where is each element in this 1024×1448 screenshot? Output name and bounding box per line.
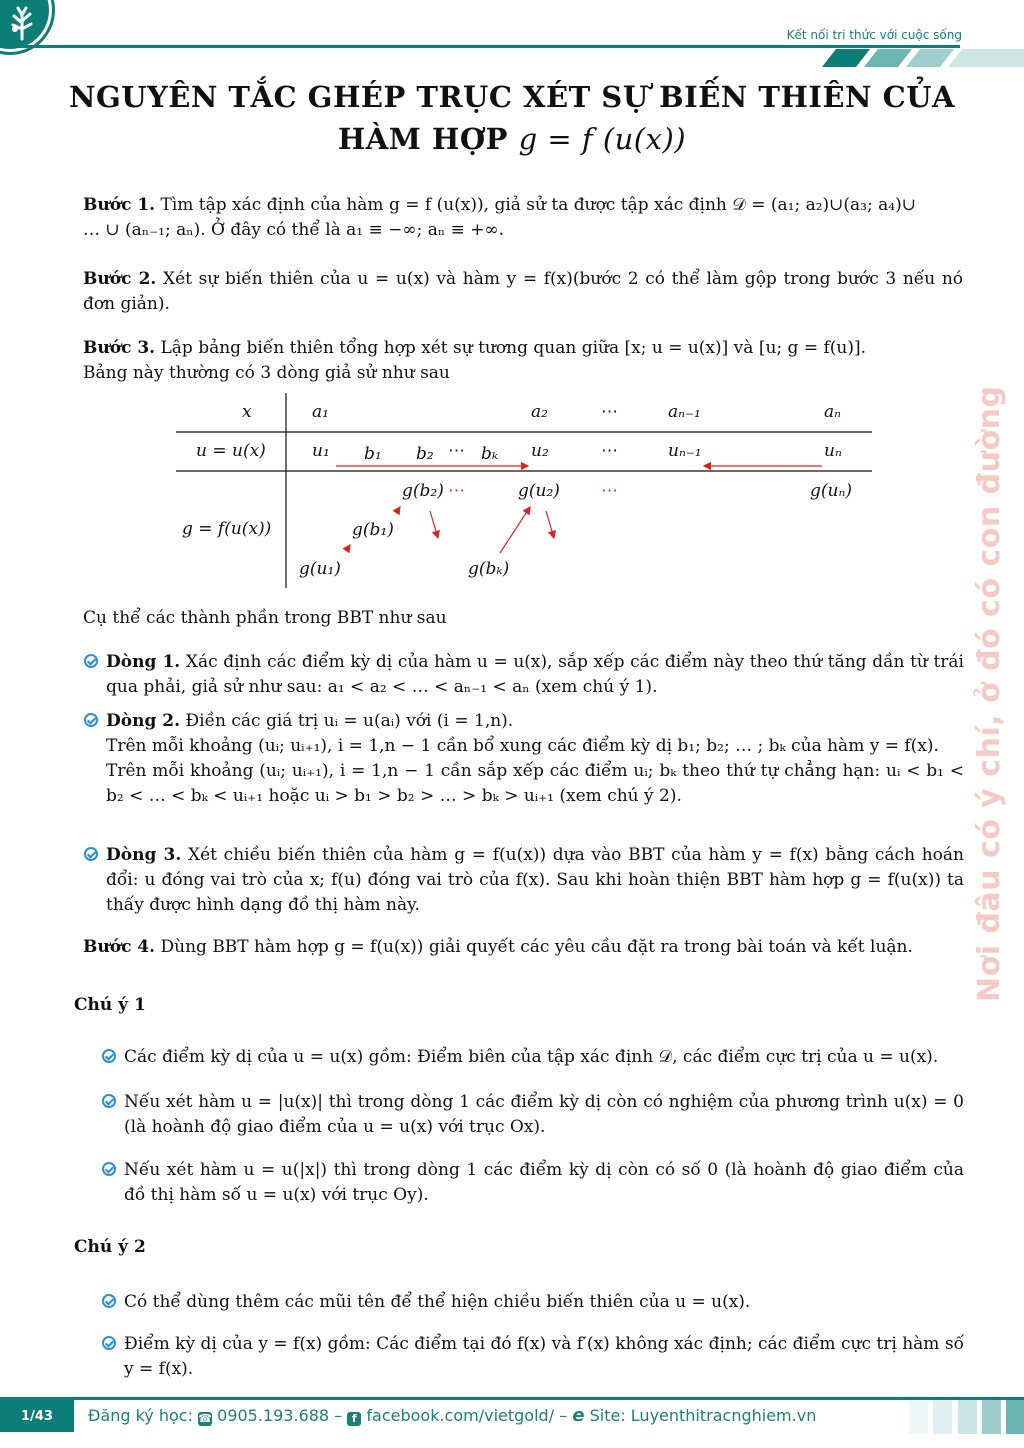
plant-emblem-icon (5, 5, 39, 41)
cell-dots: ⋯ (448, 441, 465, 461)
arrow-g-up-2 (396, 507, 400, 513)
note-2-item (124, 1290, 964, 1315)
browser-e-icon: e (572, 1405, 585, 1426)
step-3-label: Bước 3. (83, 338, 156, 358)
facebook-icon: f (347, 1412, 361, 1426)
note-2-item-text: Điểm kỳ dị của y = f(x) gồm: Các điểm tại đó f(x) và f′(x) không xác định; các điểm cực trị hàm số y = f(x). (124, 1334, 964, 1379)
note-2-heading: Chú ý 2 (74, 1237, 146, 1257)
row-label-x: x (242, 402, 252, 422)
note-1-item (124, 1158, 964, 1208)
note-1-item-text: Nếu xét hàm u = u(|x|) thì trong dòng 1 các điểm kỳ dị còn có số 0 (là hoành độ giao điểm của đồ thị hàm số u = u(x) với trục Oy). (124, 1160, 964, 1205)
check-circle-icon (84, 713, 98, 727)
header-stripes-decoration (812, 49, 1024, 67)
cell-g-b1: g(b₁) (352, 520, 394, 540)
header-tagline: Kết nối tri thức với cuộc sống (786, 28, 962, 42)
register-label: Đăng ký học: (88, 1406, 193, 1425)
cell-a1: a₁ (312, 402, 329, 422)
cell-dots: ⋯ (601, 402, 618, 422)
cell-dots: ⋯ (601, 441, 618, 461)
cell-an: aₙ (824, 402, 842, 422)
cell-un: uₙ (824, 441, 842, 461)
cell-dots-red: ⋯ (448, 481, 465, 501)
row-explain-3-text: Xét chiều biến thiên của hàm g = f(u(x)) dựa vào BBT của hàm y = f(x) bằng cách hoán đổi: u đóng vai trò của x; f(u) đóng vai trò của f(x). Sau khi hoàn thiện BBT hàm hợp g = f(u(x)) ta thấy được hình dạng đồ thị hàm này. (106, 845, 964, 915)
check-circle-icon (102, 1049, 116, 1063)
page-title-line2 (0, 122, 1024, 156)
separator: – (559, 1406, 568, 1425)
step-2 (83, 267, 963, 317)
cell-u2: u₂ (531, 441, 549, 461)
step-1-label: Bước 1. (83, 195, 156, 215)
arrow-g-down-1 (430, 511, 438, 538)
row-explain-3 (106, 843, 964, 918)
row-explain-2-text3: Trên mỗi khoảng (uᵢ; uᵢ₊₁), i = 1,n − 1 cần sắp xếp các điểm uᵢ; bₖ theo thứ tự chẳng hạn: uᵢ < b₁ < b₂ < … < bₖ < uᵢ₊₁ hoặc uᵢ > b₁ > b₂ > … > bₖ > uᵢ₊₁ (xem chú ý 2). (106, 761, 964, 806)
cell-g-u2: g(u₂) (518, 481, 560, 501)
phone-number[interactable]: 0905.193.688 (217, 1406, 330, 1425)
cell-dots-red: ⋯ (601, 481, 618, 501)
check-circle-icon (102, 1336, 116, 1350)
facebook-link[interactable]: facebook.com/vietgold/ (366, 1406, 555, 1425)
step-4 (83, 935, 963, 960)
footer-contact (88, 1405, 816, 1426)
check-circle-icon (102, 1094, 116, 1108)
row-explain-2 (106, 709, 964, 809)
row-explain-1 (106, 650, 964, 700)
note-1-item (124, 1090, 964, 1140)
row-explain-3-label: Dòng 3. (106, 845, 182, 865)
check-circle-icon (84, 847, 98, 861)
row-explain-1-label: Dòng 1. (106, 652, 181, 672)
variation-table (176, 393, 872, 588)
row-explain-2-text2: Trên mỗi khoảng (uᵢ; uᵢ₊₁), i = 1,n − 1 cần bổ xung các điểm kỳ dị b₁; b₂; … ; bₖ của hàm y = f(x). (106, 736, 939, 756)
footer-rule (0, 1397, 1024, 1400)
step-4-label: Bước 4. (83, 937, 156, 957)
check-circle-icon (84, 654, 98, 668)
title-math: g = f (u(x)) (518, 122, 687, 156)
row-explain-2-label: Dòng 2. (106, 711, 180, 731)
cell-g-bk: g(bₖ) (468, 559, 510, 579)
row-explain-1-text: Xác định các điểm kỳ dị của hàm u = u(x), sắp xếp các điểm này theo thứ tăng dần từ trái qua phải, giả sử như sau: a₁ < a₂ < … < aₙ₋₁ < aₙ (xem chú ý 1). (106, 652, 964, 697)
cell-g-un: g(uₙ) (810, 481, 852, 501)
components-intro: Cụ thể các thành phần trong BBT như sau (83, 608, 447, 628)
note-2-item (124, 1332, 964, 1382)
cell-g-u1: g(u₁) (299, 559, 341, 579)
note-1-item-text: Các điểm kỳ dị của u = u(x) gồm: Điểm biên của tập xác định 𝒟, các điểm cực trị của u = u(x). (124, 1047, 939, 1067)
step-1-text-l2: … ∪ (aₙ₋₁; aₙ). Ở đây có thể là a₁ ≡ −∞; aₙ ≡ +∞. (83, 220, 505, 240)
step-3 (83, 336, 963, 386)
check-circle-icon (102, 1294, 116, 1308)
note-1-item-text: Nếu xét hàm u = |u(x)| thì trong dòng 1 các điểm kỳ dị còn có nghiệm của phương trình u(x) = 0 (là hoành độ giao điểm của u = u(x) với trục Ox). (124, 1092, 964, 1137)
step-1-text-l1: Tìm tập xác định của hàm g = f (u(x)), giả sử ta được tập xác định 𝒟 = (a₁; a₂)∪(a₃; a₄)∪ (160, 195, 916, 215)
cell-b1: b₁ (364, 444, 382, 464)
note-1-item (124, 1045, 964, 1070)
cell-a2: a₂ (531, 402, 548, 422)
note-2-item-text: Có thể dùng thêm các mũi tên để thể hiện chiều biến thiên của u = u(x). (124, 1292, 751, 1312)
title-text: HÀM HỢP (337, 122, 508, 156)
page-title-line1: NGUYÊN TẮC GHÉP TRỤC XÉT SỰ BIẾN THIÊN CỦA (68, 80, 956, 114)
arrow-g-down-2 (546, 511, 554, 538)
cell-b2: b₂ (416, 444, 434, 464)
cell-bk: bₖ (481, 444, 499, 464)
cell-un-1: uₙ₋₁ (668, 441, 702, 461)
site-link[interactable]: Site: Luyenthitracnghiem.vn (589, 1406, 817, 1425)
cell-an-1: aₙ₋₁ (668, 402, 701, 422)
check-circle-icon (102, 1162, 116, 1176)
step-3-text-l2: Bảng này thường có 3 dòng giả sử như sau (83, 363, 450, 383)
phone-icon: ☎ (198, 1412, 212, 1425)
step-1 (83, 193, 963, 243)
row-label-g: g = f(u(x)) (182, 519, 272, 539)
arrow-g-up-1 (346, 545, 350, 551)
row-label-u: u = u(x) (196, 441, 266, 461)
step-4-text: Dùng BBT hàm hợp g = f(u(x)) giải quyết các yêu cầu đặt ra trong bài toán và kết luận. (160, 937, 913, 957)
arrow-g-up-3 (500, 507, 530, 553)
row-explain-2-text: Điền các giá trị uᵢ = u(aᵢ) với (i = 1,n). (185, 711, 514, 731)
step-3-text-l1: Lập bảng biến thiên tổng hợp xét sự tương quan giữa [x; u = u(x)] và [u; g = f(u)]. (160, 338, 867, 358)
cell-u1: u₁ (312, 441, 330, 461)
header-rule (0, 45, 960, 48)
separator: – (334, 1406, 343, 1425)
cell-g-b2: g(b₂) (402, 481, 444, 501)
page-number: 1/43 (0, 1400, 74, 1432)
step-2-label: Bước 2. (83, 269, 157, 289)
step-2-text: Xét sự biến thiên của u = u(x) và hàm y = f(x)(bước 2 có thể làm gộp trong bước 3 nếu nó đơn giản). (83, 269, 963, 314)
note-1-heading: Chú ý 1 (74, 995, 146, 1015)
watermark-motto: Nơi đâu có ý chí, ở đó có con đường (972, 385, 1007, 1002)
